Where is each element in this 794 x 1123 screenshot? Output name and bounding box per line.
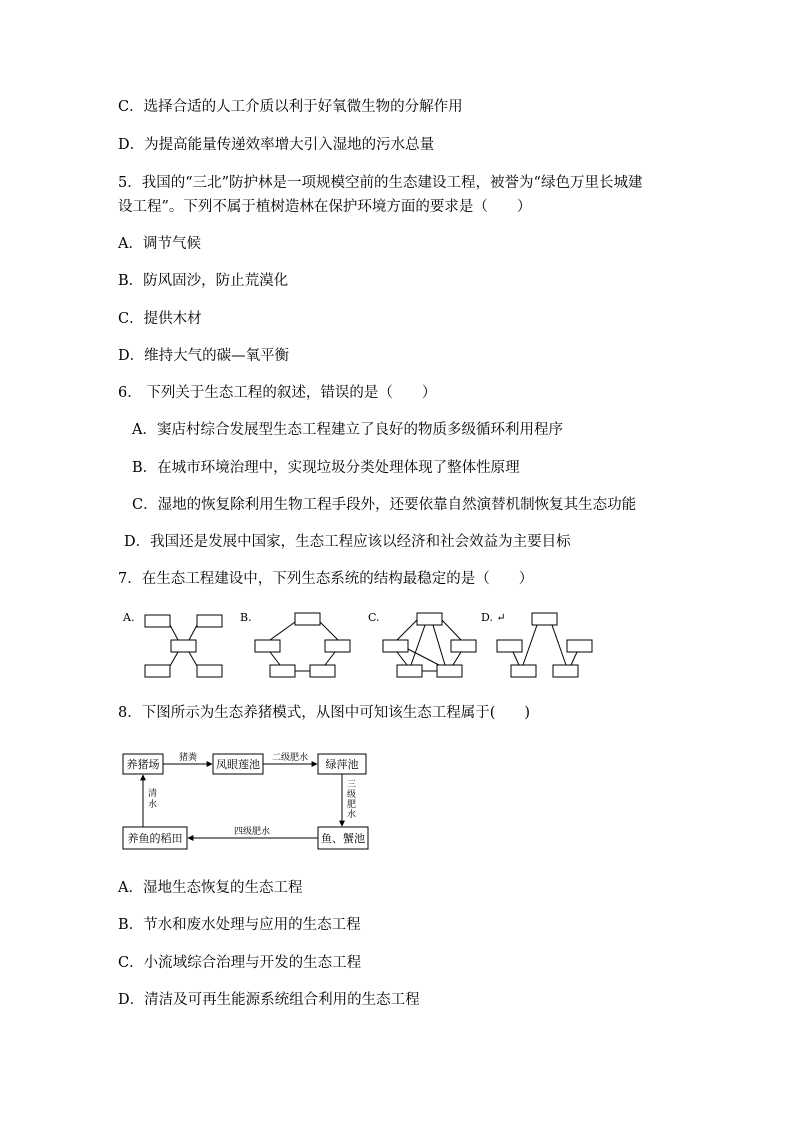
q4-option-c: C．选择合适的人工介质以利于好氧微生物的分解作用 (118, 99, 463, 115)
q5-option-a: A．调节气候 (118, 236, 201, 252)
q7-label-d: D. ↵ (481, 611, 506, 624)
q6-option-a: A．窦店村综合发展型生态工程建立了良好的物质多级循环利用程序 (132, 422, 563, 438)
q7-diagram-a (145, 615, 222, 677)
q8-option-b: B．节水和废水处理与应用的生态工程 (118, 917, 361, 933)
q7-label-b: B. (240, 611, 252, 624)
q8-option-c: C．小流域综合治理与开发的生态工程 (118, 955, 362, 971)
q5-option-d: D．维持大气的碳—氧平衡 (118, 348, 290, 364)
edge-tertiary-char-2: 级 (347, 790, 357, 800)
q8-option-d: D．清洁及可再生能源系统组合利用的生态工程 (118, 992, 420, 1008)
q8-option-a: A．湿地生态恢复的生态工程 (118, 880, 303, 896)
q7-label-c: C. (368, 611, 380, 624)
q8-stem: 8．下图所示为生态养猪模式，从图中可知该生态工程属于( ) (118, 705, 531, 721)
node-fish-crab-pond: 鱼、蟹池 (321, 832, 365, 845)
q4-option-d: D．为提高能量传递效率增大引入湿地的污水总量 (118, 137, 435, 153)
edge-quaternary-fertilizer-water: 四级肥水 (233, 827, 271, 837)
node-azolla-pond: 绿萍池 (325, 758, 359, 771)
q6-option-b: B．在城市环境治理中，实现垃圾分类处理体现了整体性原理 (132, 460, 520, 476)
q7-diagram-b (255, 613, 350, 677)
edge-tertiary-char-1: 三 (347, 780, 357, 790)
q6-stem: 6． 下列关于生态工程的叙述，错误的是（ ） (118, 385, 437, 401)
q6-option-d: D．我国还是发展中国家，生态工程应该以经济和社会效益为主要目标 (124, 534, 571, 550)
edge-tertiary-char-3: 肥 (347, 800, 357, 810)
edge-tertiary-char-4: 水 (347, 810, 357, 820)
q7-stem: 7．在生态工程建设中，下列生态系统的结构最稳定的是（ ） (118, 571, 534, 587)
edge-clear-water-char-1: 清 (148, 789, 158, 799)
q8-flow-diagram (115, 745, 375, 857)
node-water-hyacinth-pond: 凤眼莲池 (216, 758, 260, 771)
q7-structure-diagrams (115, 603, 605, 683)
q7-label-a: A. (123, 611, 135, 624)
q7-diagram-c (383, 613, 476, 677)
edge-pig-manure: 猪粪 (178, 753, 198, 763)
node-fish-rice-field: 养鱼的稻田 (127, 832, 183, 845)
q5-stem-line1: 5．我国的“三北”防护林是一项规模空前的生态建设工程，被誉为“绿色万里长城建 (118, 175, 643, 191)
q5-option-c: C．提供木材 (118, 311, 202, 327)
edge-secondary-fertilizer-water: 二级肥水 (271, 753, 309, 763)
q5-stem-line2: 设工程”。下列不属于植树造林在保护环境方面的要求是（ ） (118, 199, 532, 215)
q5-option-b: B．防风固沙，防止荒漠化 (118, 273, 289, 289)
edge-clear-water-char-2: 水 (148, 800, 158, 810)
node-pig-farm: 养猪场 (126, 758, 160, 771)
q6-option-c: C．湿地的恢复除利用生物工程手段外，还要依靠自然演替机制恢复其生态功能 (132, 497, 637, 513)
q7-diagram-d (497, 613, 592, 677)
